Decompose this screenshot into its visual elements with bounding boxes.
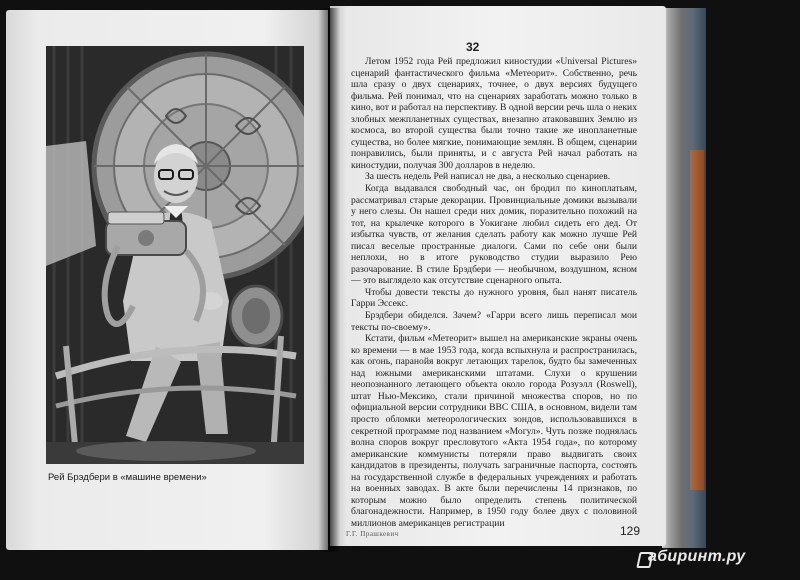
paragraph: Чтобы довести тексты до нужного уровня, был нанят писатель Гарри Эссекс. bbox=[351, 286, 637, 310]
body-text bbox=[351, 56, 637, 529]
photo-caption: Рей Брэдбери в «машине времени» bbox=[48, 472, 207, 483]
paragraph: Когда выдавался свободный час, он бродил по киноплатьям, рассматривал старые декорации. Провинциальные домики вызывали у него слезы. Он нашел среди них домик, поразительно похожий на тот, на крылечке которого в Уокигане любил сидеть его дед. От избытка чувств, от желания сделать работу как можно лучше Рей писал веселые пространные диалоги. Сами по себе они были неплохи, но в итоге руководство студии выразило Рею разочарование. В стиле Брэдбери — необычном, воздушном, ясном — это выглядело как отсутствие сценарного опыта. bbox=[351, 183, 637, 287]
watermark: абиринт.ру bbox=[648, 548, 746, 565]
spine-shadow bbox=[318, 8, 340, 552]
paragraph: Летом 1952 года Рей предложил киностудии «Universal Pictures» сценарий фантастического фильма «Метеорит». Собственно, речь шла сразу о двух сценариях, точнее, о двух версиях будущего фильма. Рей понимал, что на сценариях заработать можно только в кино, вот и работал на перспективу. В одной версии речь шла о неких злобных межпланетных существах, внезапно атаковавших Землю из космоса, во второй существа были точно такие же инопланетные существа, но более мягкие, понимающие землян. В общем, сценарии понравились, были приняты, и с августа Рей начал работать на киностудии, получая 300 долларов в неделю. bbox=[351, 56, 637, 171]
photo-bradbury-time-machine bbox=[46, 46, 304, 464]
page-number-top: 32 bbox=[466, 40, 480, 54]
paragraph: Брэдбери обиделся. Зачем? «Гарри всего лишь переписал мои тексты по-своему». bbox=[351, 310, 637, 333]
paragraph: Кстати, фильм «Метеорит» вышел на американские экраны очень ко времени — в мае 1953 года, когда вспыхнула и распространилась, как огонь, паранойя вокруг летающих тарелок, будто бы замеченных над южными американскими штатами. Слухи о крушении неопознанного летающего объекта около города Розуэлл (Roswell), штат Нью-Мексико, стали причиной множества споров, но по официальной версии сотрудники ВВС США, в основном, видели там просто обломки метеорологических зондов, использовавшихся в секретной программе под названием «Могул». Чуть позже поднялась волна споров вокруг пресловутого «Акта 1954 года», по которому американские коммунисты потеряли право выдвигать своих кандидатов в президенты, получать заграничные паспорта, состоять на государственной службе в федеральных учреждениях и работать на военных заводах. В акте были перечислены 14 признаков, по которым можно было определить степень политической благонадежности. Например, в 1950 году более двух с половиной миллионов американцев регистрации bbox=[351, 333, 637, 529]
bookmark-edge bbox=[690, 150, 704, 490]
footer-author: Г.Г. Прашкевич bbox=[346, 530, 399, 538]
paragraph: За шесть недель Рей написал не два, а несколько сценариев. bbox=[365, 171, 611, 183]
page-number-bottom: 129 bbox=[620, 524, 641, 538]
